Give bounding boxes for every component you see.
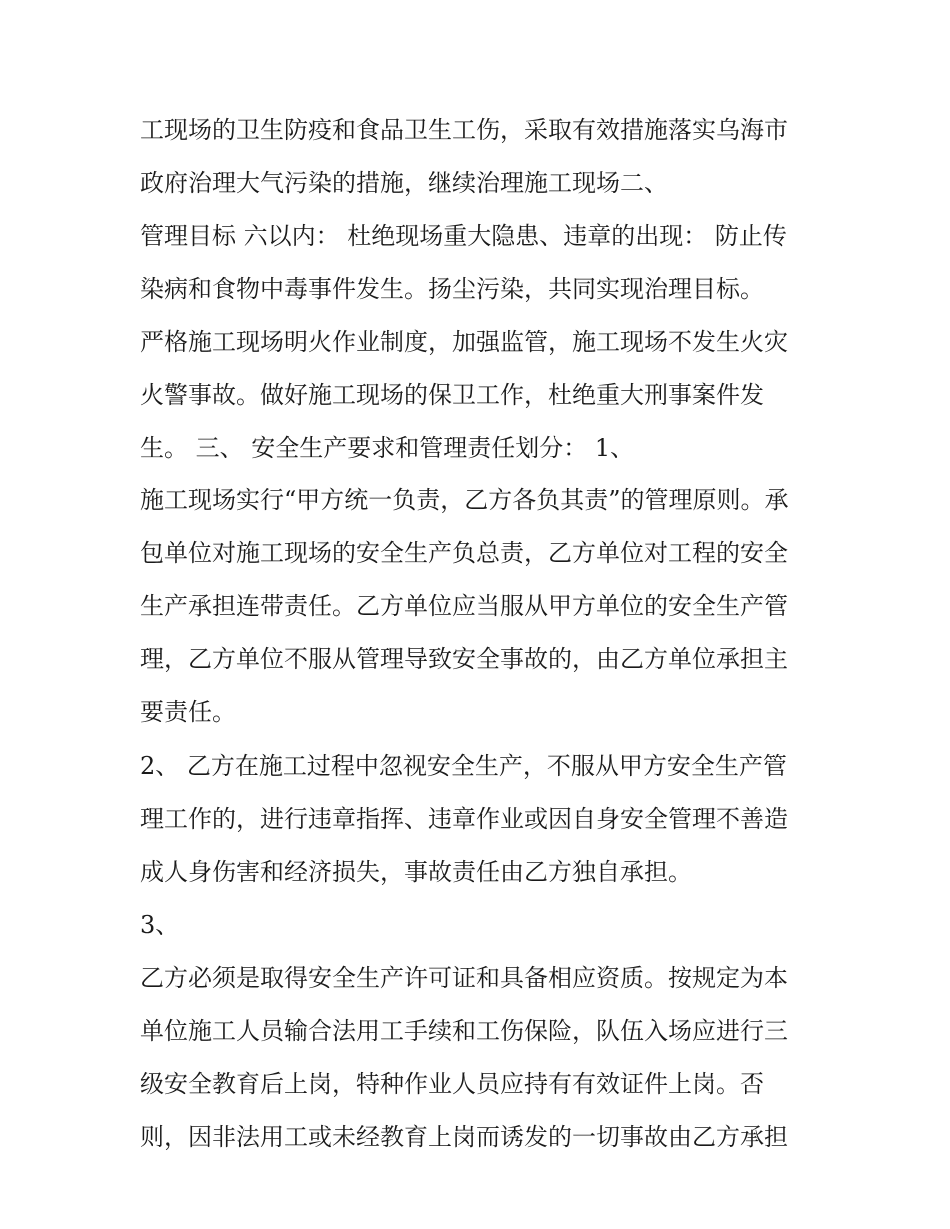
text-line: 火警事故。做好施工现场的保卫工作，杜绝重大刑事案件发 <box>140 381 764 409</box>
text-line: 政府治理大气污染的措施，继续治理施工现场二、 <box>140 169 668 197</box>
text-line: 生产承担连带责任。乙方单位应当服从甲方单位的安全生产管 <box>140 592 788 620</box>
text-line: 工现场的卫生防疫和食品卫生工伤，采取有效措施落实乌海市 <box>140 116 788 144</box>
text-line: 2、 乙方在施工过程中忽视安全生产，不服从甲方安全生产管 <box>140 752 787 780</box>
text-line: 理工作的，进行违章指挥、违章作业或因自身安全管理不善造 <box>140 805 788 833</box>
text-line: 3、 <box>140 911 180 939</box>
text-line: 严格施工现场明火作业制度，加强监管，施工现场不发生火灾 <box>140 328 788 356</box>
text-line: 管理目标 六以内： 杜绝现场重大隐患、违章的出现： 防止传 <box>140 222 787 250</box>
text-line: 染病和食物中毒事件发生。扬尘污染，共同实现治理目标。 <box>140 275 764 303</box>
text-line: 级安全教育后上岗，特种作业人员应持有有效证件上岗。否 <box>140 1070 764 1098</box>
text-line: 成人身伤害和经济损失，事故责任由乙方独自承担。 <box>140 858 692 886</box>
text-line: 要责任。 <box>140 698 236 726</box>
text-line: 乙方必须是取得安全生产许可证和具备相应资质。按规定为本 <box>140 964 788 992</box>
text-line: 施工现场实行“甲方统一负责，乙方各负其责”的管理原则。承 <box>140 486 789 514</box>
text-line: 理，乙方单位不服从管理导致安全事故的，由乙方单位承担主 <box>140 645 788 673</box>
text-line: 生。 三、 安全生产要求和管理责任划分： 1、 <box>140 434 635 462</box>
text-line: 单位施工人员输合法用工手续和工伤保险，队伍入场应进行三 <box>140 1017 788 1045</box>
text-line: 则，因非法用工或未经教育上岗而诱发的一切事故由乙方承担 <box>140 1123 788 1151</box>
text-line: 包单位对施工现场的安全生产负总责，乙方单位对工程的安全 <box>140 539 788 567</box>
